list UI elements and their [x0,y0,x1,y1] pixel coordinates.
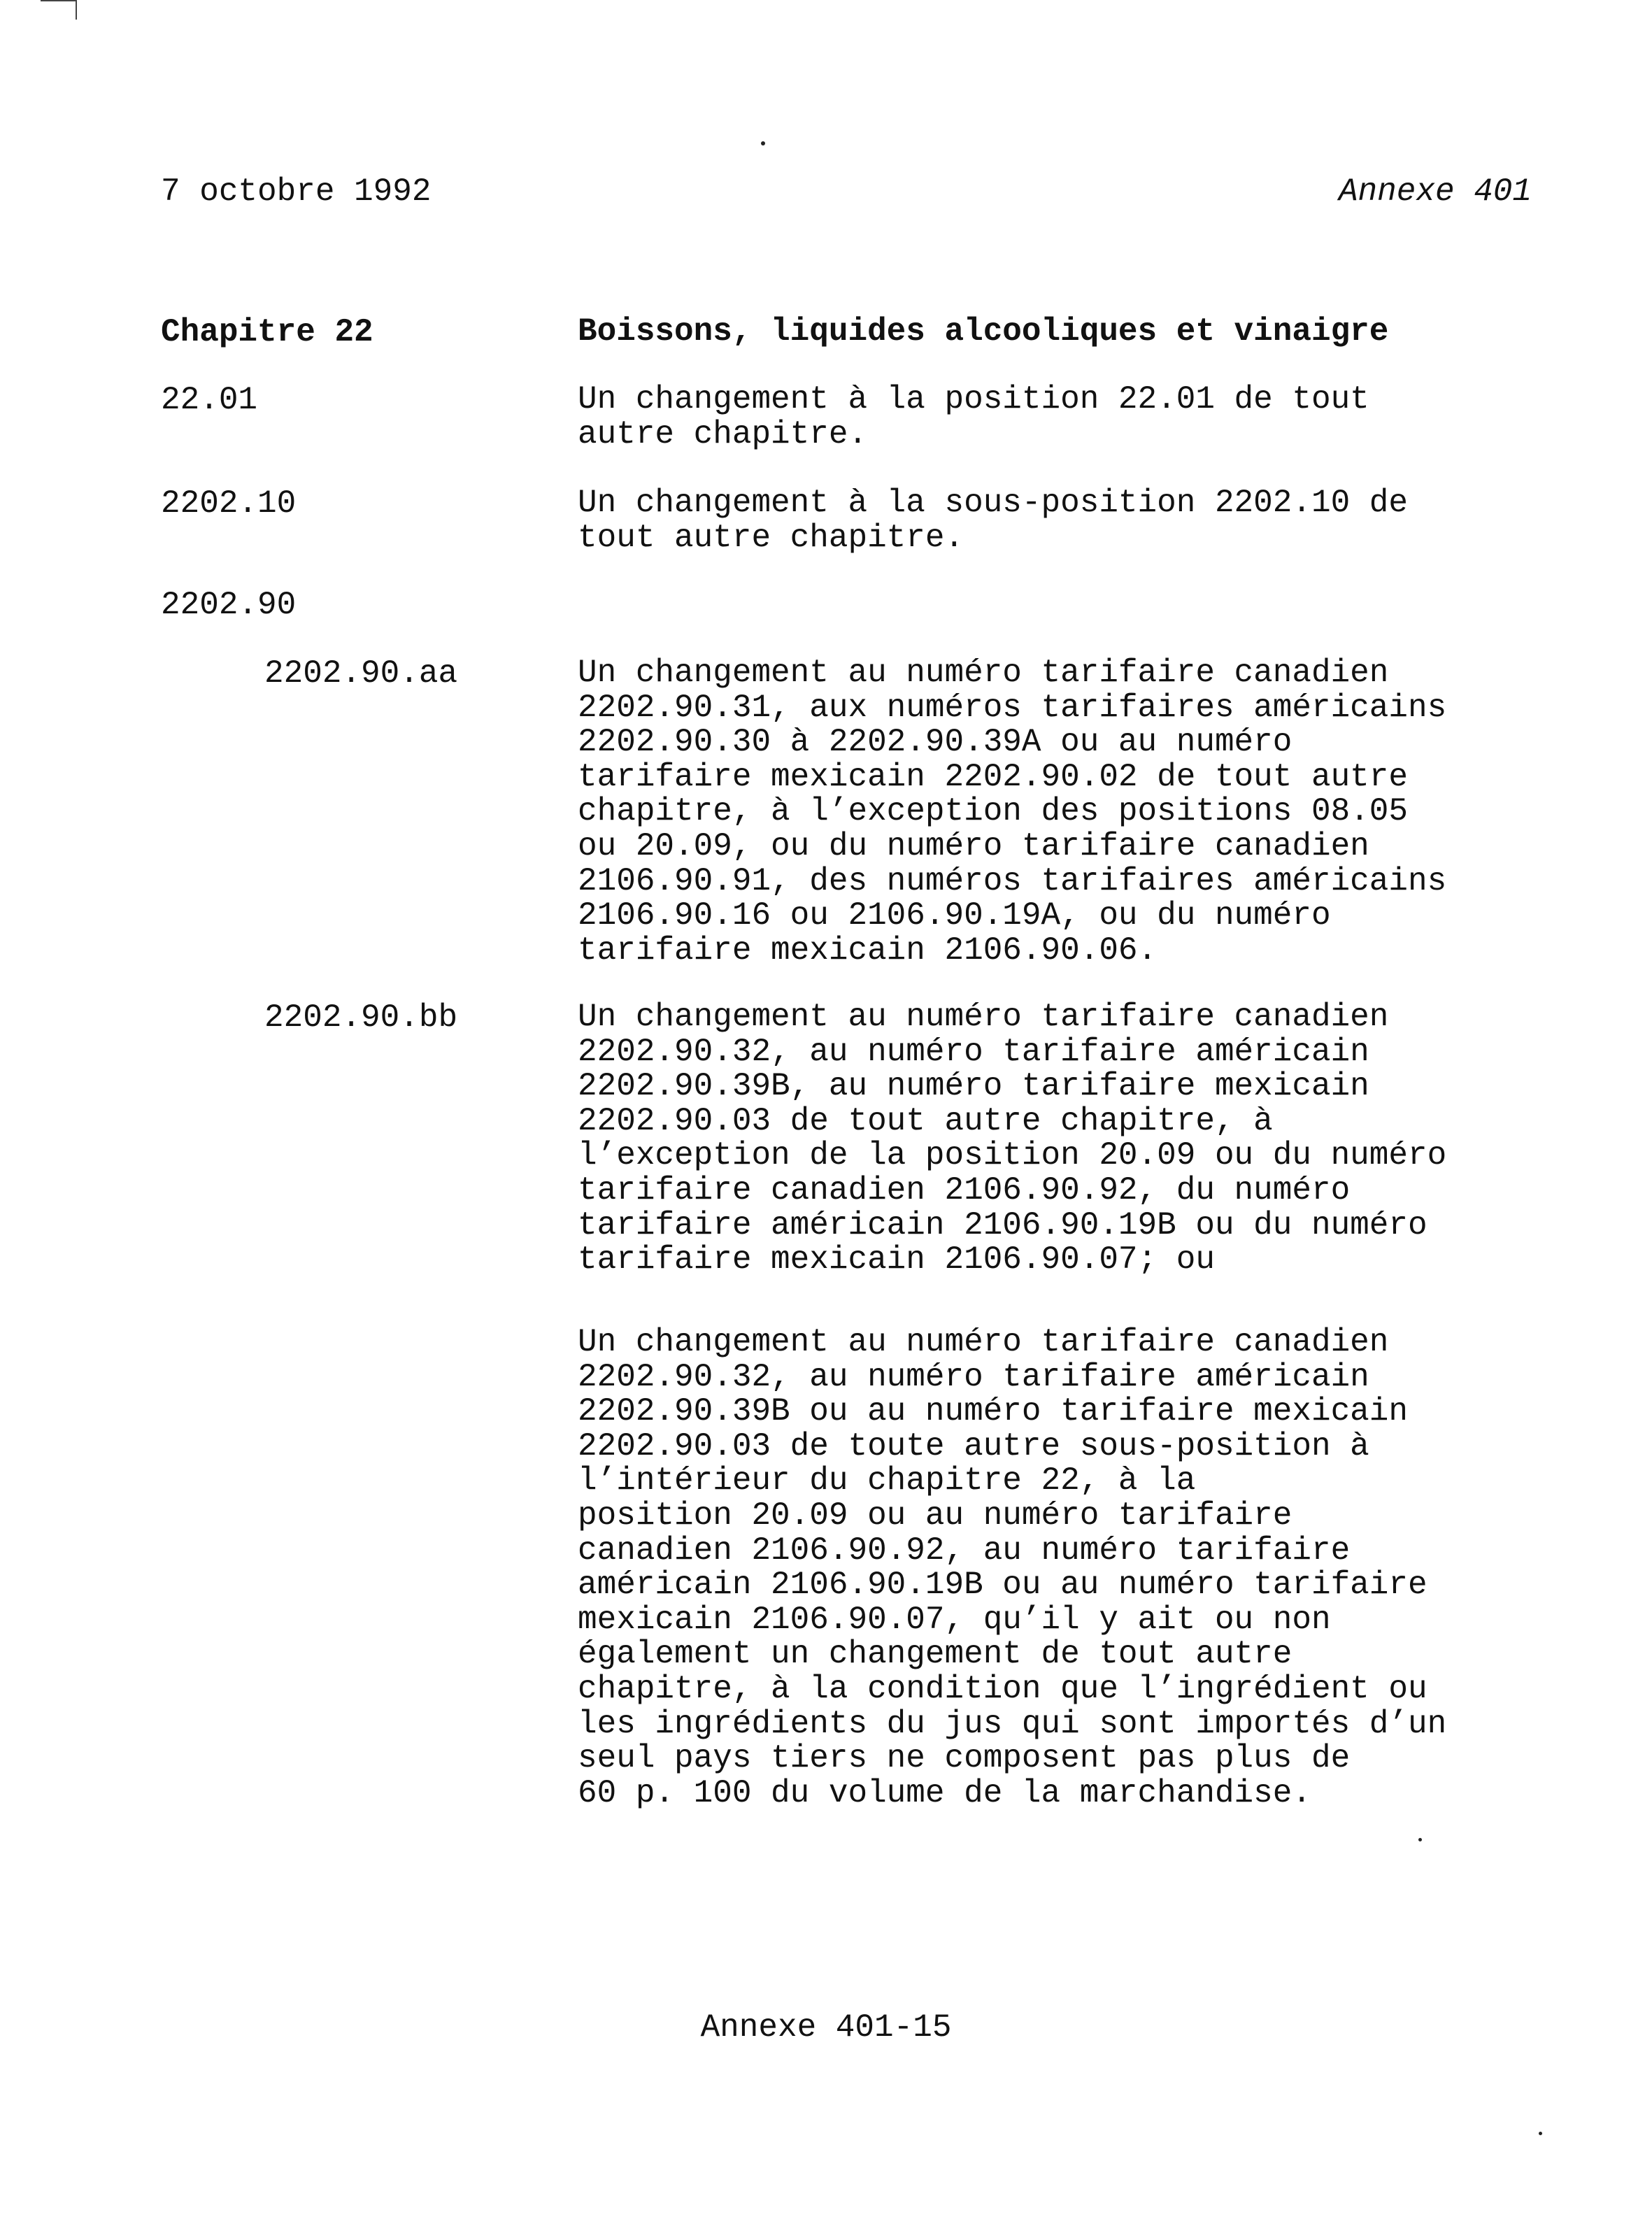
rule-code-2202-90: 2202.90 [161,587,297,623]
rule-code-2202-90-bb: 2202.90.bb [264,999,458,1036]
chapter-label: Chapitre 22 [161,314,373,350]
rule-text-22-01: Un changement à la position 22.01 de tout autre chapitre. [578,381,1369,452]
rule-code-2202-90-aa: 2202.90.aa [264,655,458,692]
rule-text-2202-90-bb-alt: Un changement au numéro tarifaire canadien 2202.90.32, au numéro tarifaire américain 2202.90.39B ou au numéro tarifaire mexicain 2202.90.03 de toute autre sous-position à l’intérieur du chapitre 22, à la position 20.09 ou au numéro tarifaire canadien 2106.90.92, au numéro tarifaire américain 2106.90.19B ou au numéro tarifaire mexicain 2106.90.07, qu’il y ait ou non également un changement de tout autre chapitre, à la condition que l’ingrédient ou les ingrédients du jus qui sont importés d’un seul pays tiers ne composent pas plus de 60 p. 100 du volume de la marchandise. [578,1324,1447,1811]
rule-code-22-01: 22.01 [161,382,258,418]
rule-text-2202-90-bb: Un changement au numéro tarifaire canadien 2202.90.32, au numéro tarifaire américain 2202.90.39B, au numéro tarifaire mexicain 2202.90.03 de tout autre chapitre, à l’exception de la position 20.09 ou du numéro tarifaire canadien 2106.90.92, du numéro tarifaire américain 2106.90.19B ou du numéro tarifaire mexicain 2106.90.07; ou [578,999,1447,1278]
scan-speck [1418,1838,1422,1841]
rule-code-2202-10: 2202.10 [161,485,297,522]
chapter-title: Boissons, liquides alcooliques et vinaigre [578,313,1389,350]
rule-text-2202-10: Un changement à la sous-position 2202.10 de tout autre chapitre. [578,485,1408,556]
scan-corner-mark [41,0,77,20]
header-date: 7 octobre 1992 [161,173,432,210]
rule-text-2202-90-aa: Un changement au numéro tarifaire canadien 2202.90.31, aux numéros tarifaires américains 2202.90.30 à 2202.90.39A ou au numéro tarifaire mexicain 2202.90.02 de tout autre chapitre, à l’exception des positions 08.05 ou 20.09, ou du numéro tarifaire canadien 2106.90.91, des numéros tarifaires américains 2106.90.16 ou 2106.90.19A, ou du numéro tarifaire mexicain 2106.90.06. [578,655,1447,969]
scan-speck [761,141,765,145]
header-annex: Annexe 401 [1338,173,1532,210]
scan-speck [1539,2132,1542,2135]
page-footer: Annexe 401-15 [700,2009,952,2046]
